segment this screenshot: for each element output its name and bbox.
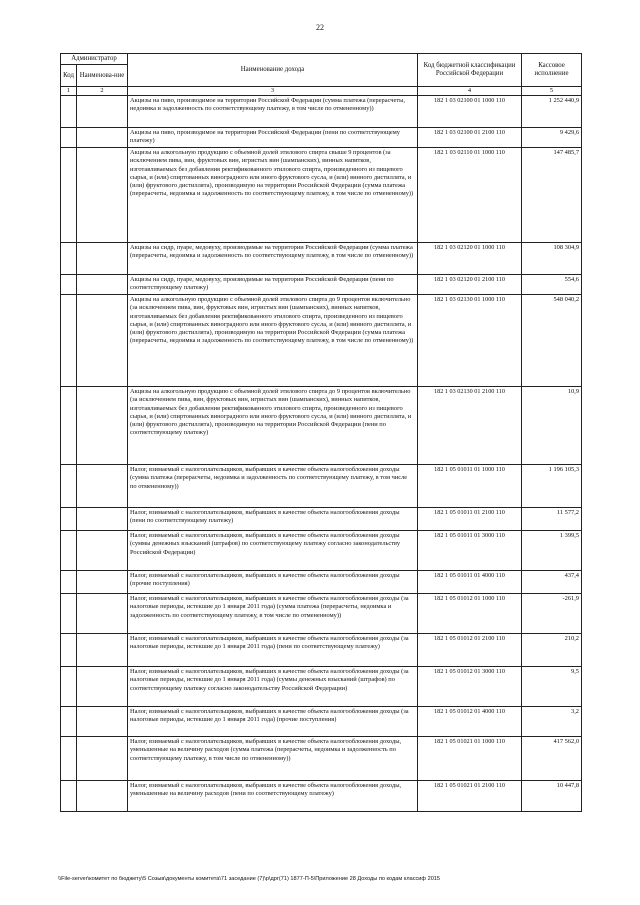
table-row [61, 128, 582, 148]
income-name-cell: Налог, взимаемый с налогоплательщиков, выбравших в качестве объекта налогообложения доходы (за налоговые периоды, истекшие до 1 января 2011 года) (пени по соответствующему платежу) [128, 634, 418, 667]
budget-code-cell: 182 1 03 02110 01 1000 110 [418, 148, 522, 243]
admin-name-cell [77, 508, 128, 531]
admin-code-cell [61, 465, 77, 508]
table-row [61, 531, 582, 571]
admin-code-cell [61, 571, 77, 594]
admin-code-cell [61, 781, 77, 812]
amount-cell: 10 447,8 [522, 781, 582, 812]
admin-name-cell [77, 275, 128, 295]
amount-cell: 1 252 440,9 [522, 96, 582, 128]
admin-name-cell [77, 737, 128, 781]
income-name-cell: Налог, взимаемый с налогоплательщиков, выбравших в качестве объекта налогообложения доходы (суммы денежных взысканий (штрафов) по соответствующему платежу согласно законодательству Российской Федерации) [128, 531, 418, 571]
amount-cell: 1 196 105,3 [522, 465, 582, 508]
income-name-cell: Налог, взимаемый с налогоплательщиков, выбравших в качестве объекта налогообложения доходы (сумма платежа (перерасчеты, недоимка и задолженность по соответствующему платежу, в том числе по отмененному)) [128, 465, 418, 508]
admin-code-cell [61, 531, 77, 571]
budget-code-cell: 182 1 05 01011 01 4000 110 [418, 571, 522, 594]
budget-code-cell: 182 1 03 02130 01 1000 110 [418, 295, 522, 387]
admin-code-cell [61, 594, 77, 634]
amount-cell: 3,2 [522, 707, 582, 737]
income-name-cell: Акцизы на сидр, пуаре, медовуху, производимые на территории Российской Федерации (пени по соответствующему платежу) [128, 275, 418, 295]
table-row [61, 707, 582, 737]
amount-cell: 548 040,2 [522, 295, 582, 387]
table-row [61, 571, 582, 594]
admin-code-cell [61, 243, 77, 275]
income-name-cell: Акцизы на пиво, производимое на территории Российской Федерации (сумма платежа (перерасчеты, недоимка и задолженность по соответствующему платежу, в том числе по отмененному)) [128, 96, 418, 128]
budget-code-header: Код бюджетной классификации Российской Федерации [418, 54, 522, 87]
column-number: 5 [522, 87, 582, 96]
admin-name-cell [77, 148, 128, 243]
budget-code-cell: 182 1 05 01021 01 1000 110 [418, 737, 522, 781]
admin-code-header: Код [61, 65, 77, 87]
table-row [61, 148, 582, 243]
table-row [61, 781, 582, 812]
admin-code-cell [61, 295, 77, 387]
table-row [61, 465, 582, 508]
table-row [61, 275, 582, 295]
budget-code-cell: 182 1 05 01011 01 3000 110 [418, 531, 522, 571]
admin-code-cell [61, 737, 77, 781]
admin-code-cell [61, 667, 77, 707]
admin-name-cell [77, 531, 128, 571]
table-row [61, 508, 582, 531]
income-name-cell: Акцизы на алкогольную продукцию с объемной долей этилового спирта свыше 9 процентов (за исключением пива, вин, фруктовых вин, игристых вин (шампанских), винных напитков, изготавливаемых без добавления ректификованного этилового спирта, произведенного из пищевого сырья, и (или) спиртованных виноградного или иного фруктового сусла, и (или) винного дистиллята, и (или) фруктового дистиллята), производимую на территории Российской Федерации (сумма платежа (перерасчеты, недоимка и задолженность по соответствующему платежу, в том числе по отмененному)) [128, 148, 418, 243]
amount-cell: -261,9 [522, 594, 582, 634]
admin-name-header: Наименова-ние [77, 65, 128, 87]
income-name-cell: Акцизы на пиво, производимое на территории Российской Федерации (пени по соответствующему платежу) [128, 128, 418, 148]
admin-code-cell [61, 387, 77, 465]
amount-cell: 147 485,7 [522, 148, 582, 243]
admin-name-cell [77, 707, 128, 737]
income-name-cell: Акцизы на алкогольную продукцию с объемной долей этилового спирта до 9 процентов включительно (за исключением пива, вин, фруктовых вин, игристых вин (шампанских), винных напитков, изготавливаемых без добавления ректификованного этилового спирта, произведенного из пищевого сырья, и (или) спиртованных виноградного или иного фруктового сусла, и (или) винного дистиллята, и (или) фруктового дистиллята), производимую на территории Российской Федерации (сумма платежа (перерасчеты, недоимка и задолженность по соответствующему платежу, в том числе по отмененному)) [128, 295, 418, 387]
income-name-cell: Акцизы на сидр, пуаре, медовуху, производимые на территории Российской Федерации (сумма платежа (перерасчеты, недоимка и задолженность по соответствующему платежу, в том числе по отмененному)) [128, 243, 418, 275]
table-row [61, 96, 582, 128]
budget-code-cell: 182 1 03 02100 01 1000 110 [418, 96, 522, 128]
income-name-cell: Налог, взимаемый с налогоплательщиков, выбравших в качестве объекта налогообложения доходы (прочие поступления) [128, 571, 418, 594]
budget-code-cell: 182 1 03 02130 01 2100 110 [418, 387, 522, 465]
amount-cell: 437,4 [522, 571, 582, 594]
admin-name-cell [77, 781, 128, 812]
table-row [61, 667, 582, 707]
amount-cell: 108 304,9 [522, 243, 582, 275]
income-name-cell: Налог, взимаемый с налогоплательщиков, выбравших в качестве объекта налогообложения доходы (пени по соответствующему платежу) [128, 508, 418, 531]
admin-name-cell [77, 387, 128, 465]
table-row [61, 295, 582, 387]
budget-code-cell: 182 1 05 01011 01 2100 110 [418, 508, 522, 531]
admin-code-cell [61, 707, 77, 737]
table-row [61, 243, 582, 275]
admin-name-cell [77, 465, 128, 508]
admin-name-cell [77, 243, 128, 275]
amount-cell: 554,6 [522, 275, 582, 295]
income-name-header: Наименование дохода [128, 54, 418, 87]
budget-code-cell: 182 1 03 02100 01 2100 110 [418, 128, 522, 148]
budget-code-cell: 182 1 05 01011 01 1000 110 [418, 465, 522, 508]
admin-name-cell [77, 128, 128, 148]
income-name-cell: Налог, взимаемый с налогоплательщиков, выбравших в качестве объекта налогообложения доходы, уменьшенные на величину расходов (сумма платежа (перерасчеты, недоимка и задолженность по соответствующему платежу, в том числе по отмененному)) [128, 737, 418, 781]
income-name-cell: Налог, взимаемый с налогоплательщиков, выбравших в качестве объекта налогообложения доходы, уменьшенные на величину расходов (пени по соответствующему платежу) [128, 781, 418, 812]
amount-cell: 1 399,5 [522, 531, 582, 571]
amount-cell: 9,5 [522, 667, 582, 707]
budget-code-cell: 182 1 05 01012 01 2100 110 [418, 634, 522, 667]
table-row [61, 737, 582, 781]
table-row [61, 387, 582, 465]
budget-code-cell: 182 1 05 01012 01 1000 110 [418, 594, 522, 634]
column-number: 3 [128, 87, 418, 96]
admin-code-cell [61, 96, 77, 128]
admin-name-cell [77, 634, 128, 667]
cash-execution-header: Кассовое исполнение [522, 54, 582, 87]
admin-code-cell [61, 128, 77, 148]
income-name-cell: Налог, взимаемый с налогоплательщиков, выбравших в качестве объекта налогообложения доходы (за налоговые периоды, истекшие до 1 января 2011 года) (сумма платежа (перерасчеты, недоимка и задолженность по соответствующему платежу, в том числе по отмененному)) [128, 594, 418, 634]
admin-name-cell [77, 295, 128, 387]
budget-code-cell: 182 1 05 01021 01 2100 110 [418, 781, 522, 812]
column-number: 4 [418, 87, 522, 96]
admin-code-cell [61, 275, 77, 295]
column-numbers-row [61, 87, 582, 96]
administrator-header: Администратор [61, 54, 128, 65]
admin-name-cell [77, 594, 128, 634]
page-number: 22 [316, 23, 324, 32]
budget-code-cell: 182 1 03 02120 01 2100 110 [418, 275, 522, 295]
amount-cell: 11 577,2 [522, 508, 582, 531]
admin-name-cell [77, 571, 128, 594]
admin-code-cell [61, 148, 77, 243]
budget-code-cell: 182 1 05 01012 01 4000 110 [418, 707, 522, 737]
column-number: 1 [61, 87, 77, 96]
admin-code-cell [61, 508, 77, 531]
amount-cell: 210,2 [522, 634, 582, 667]
admin-name-cell [77, 96, 128, 128]
column-number: 2 [77, 87, 128, 96]
amount-cell: 9 429,6 [522, 128, 582, 148]
table-row [61, 594, 582, 634]
budget-code-cell: 182 1 05 01012 01 3000 110 [418, 667, 522, 707]
amount-cell: 10,9 [522, 387, 582, 465]
amount-cell: 417 562,0 [522, 737, 582, 781]
income-name-cell: Налог, взимаемый с налогоплательщиков, выбравших в качестве объекта налогообложения доходы (за налоговые периоды, истекшие до 1 января 2011 года) (прочие поступления) [128, 707, 418, 737]
admin-name-cell [77, 667, 128, 707]
budget-code-cell: 182 1 03 02120 01 1000 110 [418, 243, 522, 275]
income-name-cell: Акцизы на алкогольную продукцию с объемной долей этилового спирта до 9 процентов включительно (за исключением пива, вин, фруктовых вин, игристых вин (шампанских), винных напитков, изготавливаемых без добавления ректификованного этилового спирта, произведенного из пищевого сырья, и (или) спиртованных виноградного или иного фруктового сусла, и (или) винного дистиллята, и (или) фруктового дистиллята), производимую на территории Российской Федерации (пени по соответствующему платежу) [128, 387, 418, 465]
income-table [60, 53, 582, 812]
admin-code-cell [61, 634, 77, 667]
table-row [61, 634, 582, 667]
income-name-cell: Налог, взимаемый с налогоплательщиков, выбравших в качестве объекта налогообложения доходы (за налоговые периоды, истекшие до 1 января 2011 года) (суммы денежных взысканий (штрафов) по соответствующему платежу согласно законодательству Российской Федерации) [128, 667, 418, 707]
footer-file-path: \\File-server\комитет по бюджету\5 Созыв\документы комитета\71 заседание (7)\р\дрг(71) 1877-П-5\Приложение 28 Доходы по кодам классиф 2015 [58, 876, 441, 882]
